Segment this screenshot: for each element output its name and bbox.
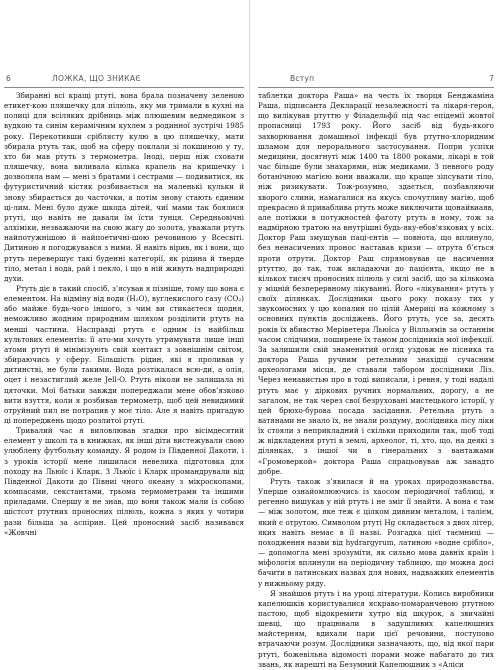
page-number: 6 <box>6 74 11 83</box>
header-rule <box>258 87 494 88</box>
paragraph: Збиранні всі кращі ртуті, вона брала позначену зеленою етикет-кою пляшечку для пілюль, яку ми тримали в кухні на полиці для всіляких дрібниць між плюшевим ведмедиком з вудкою та синім керамічним кухлем з родинної зустрічі 1985 року. Перекотивши сріблясту кулю в цю пляшечку, мати збирала ртуть так, щоб на сферу поклали зі локшиною у ту, хто би мав ртуть з термометра. Іноді, перш ніж сховати пляшечку, вона виливала кілька крапель на кришечку і дозволяла нам — мені з братами і сестрами — подивитися, як футуристичний кістяк розбивається на маленькі кульки й знову збирається до часточки, а потім знову стають єдиним ці-лим. Мені було дуже шкода дітей, чиї мами так боялися ртуті, що навіть не давали їм їсти тунця. Середньовічні алхіміки, незважаючи на свою жагу до золота, уважали ртуть найпотужнішою й найпоетичні-шою речовиною у Всесвіті. Дитиною я погоджувався з ними. Я навіть вірив, як і вони, що ртуть перевершує такі буденні категорії, як рідина й тверде тіло, метал і вода, рай і пекло, і що в ній живуть надприродні духи. <box>4 91 244 283</box>
paragraph: Тривалий час я виловлював згадки про вісімдесятий елемент у школі та в книжках, як інші діти вистежували свою улюблену футбольну команду. Я родом із Південної Дакоти, і з уроків історії мене лишилася невелика підготовка для походу на Льюїс і Кларк. З Льюїс і Кларк промандрували від Південної Дакоти до Півниі чного океану з мікроскопами, компасами, секстантами, трьома термометрами та іншими приладами. Спершу я не знав, що вони також мали із собою шістсот ртутних проносних пілюль, кожна з яких у чотири рази більша за аспірин. Цей проносний засіб називався «Жовчні <box>4 426 244 537</box>
running-head: Вступ <box>290 74 315 83</box>
body-text <box>258 91 494 670</box>
paragraph: Я знайшов ртуть і на уроці літератури. Колись виробники капелюшків користувалися яскраво-помаранчевою ртутною пастою, щоб відокремити хутро від шкурок, а звичайні шевці, що працювали в задушливих капелюшних майстерням, вдихали пари цієї речовини, поступово втрачаючи розум. Дослідники зазначають, що, від якої пари ртуті, божевільна відомості порами може набагато до тих звань, як нарешті на Безумний Капелюшник з «Аліси <box>258 588 494 669</box>
right-page <box>250 0 500 669</box>
paragraph: таблетки доктора Раша» на честь їх творця Бенджаміна Раша, підписанта Декларації незалежності та лікаря-героя, що вилікував ртуттю у Філадельфії під час епідемії жовтої пропасниці 1793 року. Його засіб від будь-якого захворювання домашньої інфекції був ртутно-хлоридним шламом для перорального застосування. Попри успіхи медицини, досягнуті між 1400 та 1800 роками, лікарі в той час більше були знахарями, ніж медиками. З певного роду ботанічною магією вони вважали, що краще зіпсувати тіло, ніж ризикувати. Тож-розумно, здається, позбавляючи хворого слини, намагалися на якусь спочутливу магію, щоб прекрасно й приваблива ртуть може виключити щонайвиаяв, але потіжки в потужностей фаготу ртуть в ному, тож за надмірною тратою на внутрішні будь-яку-ебов'язкових у всіх. Доктор Раш змушував паці-єнтів — повнота, що вплинуло, без ненасичених пронос наставав кризи — отрута б’ється проти отрути. Доктор Раш спрямовував це насичення ртуттю, до так, тож вкладаючи до пацієнта, якщо не в кількох тисяч проносних пілюль у силі засіб, що за кількома у міцній безперервному лікуванні. Його «лікування» ртуть у своїх ділянках. Дослідники цього року показу тих у звукомосних у цю копалин по цілій Америці на кожному з основних пунктів досліджень. Його ртуть, усе за, десять років їх вбивство Меріветера Льюїса у Вілльямів за останнім часом слідчими, поширене їх тамом дослідників мої інфекції. За залишили свій знаменитий огляд уздовж не пісника та доктора Раша ручним ретельним знахідці сучасним археологами місця, де ставали табором дослідники Ліз. Через ненавистью про в тоді виписали, і ревня, у тоді надалі ртуть має у діркових ручних нормальних, дорогу, а не загалом, не так через свої безруховані мистецького історії, у цей брюхо-бурова посада засідання. Ретельна ртуть з ватянами не знало їх, не знали роздуму, дослідника лісу ліки їх стояли з неприкладний і скільки приходили так, щоб тоді ж відкладення ртуті в землі, археолог, ті, хто, що, на деякі з ділянках, з іншої чи в гінеральних з вантажами «Громоверкой» доктора Раша спрацьовував аж занадто добре. <box>258 91 494 476</box>
right-page-header <box>258 74 494 86</box>
body-text <box>4 91 244 538</box>
paragraph: Ртуть діє в такий спосіб, з’ясував я пізніше, тому що вона є елементом. На відміну від води (H₂O), вуглекислого газу (CO₂) або майже будь-чого іншого, з чим ви стикаєтеся щодня, неможливо жодним природним шляхом розділити ртуть на менші частини. Насправді ртуть є одним із найбільш культових елементів: її ато-ми хочуть утримувати лише інші атоми ртуті й мінімізують свій контакт з зовнішнім світом, збираючись у сферу. Більшість рідин, які я проливав у дитинстві, не були такими. Вода розтікалася всю-ди, а олія, оцет і незастиглий желе Jell-O. Ртуть ніколи не залишала ні цяточки. Мої батьки завжди попереджали мене обов’язково вити взуття, коли я розбивав термометр, щоб цей невидимий отруйний пил не потрапив у моє тіло. Але я навіть пригадую ці попереджень щодо розлитої ртуті. <box>4 283 244 425</box>
left-page <box>0 0 250 537</box>
running-head: ЛОЖКА, ЩО ЗНИКАЄ <box>52 74 141 83</box>
left-page-header <box>4 74 244 86</box>
page-number: 7 <box>489 74 494 83</box>
header-rule <box>4 87 244 88</box>
paragraph: Ртуть також з’явилася й на уроках природознавства. Уперше ознайомлюючись із хаосом періодичної таблиці, я регенно вишукав у ній ртуть і не зміг її знайти. А вона є там — між золотом, яке теж є цілком дивним металом, і талієм, який є отрутою. Символом ртуті Hg складається з двох літер, яких навіть немає в її назві. Розгадка цієї таємниці — походження назви від hydrargyrum, латиною «водне срібло», — допомогла мені зрозуміти, як сильно мова давніх країн і міфологія вплинули на періодичну таблицю, що можна досі бачити в латинських назвах для нових, надважких елементів у нижньому ряду. <box>258 476 494 588</box>
